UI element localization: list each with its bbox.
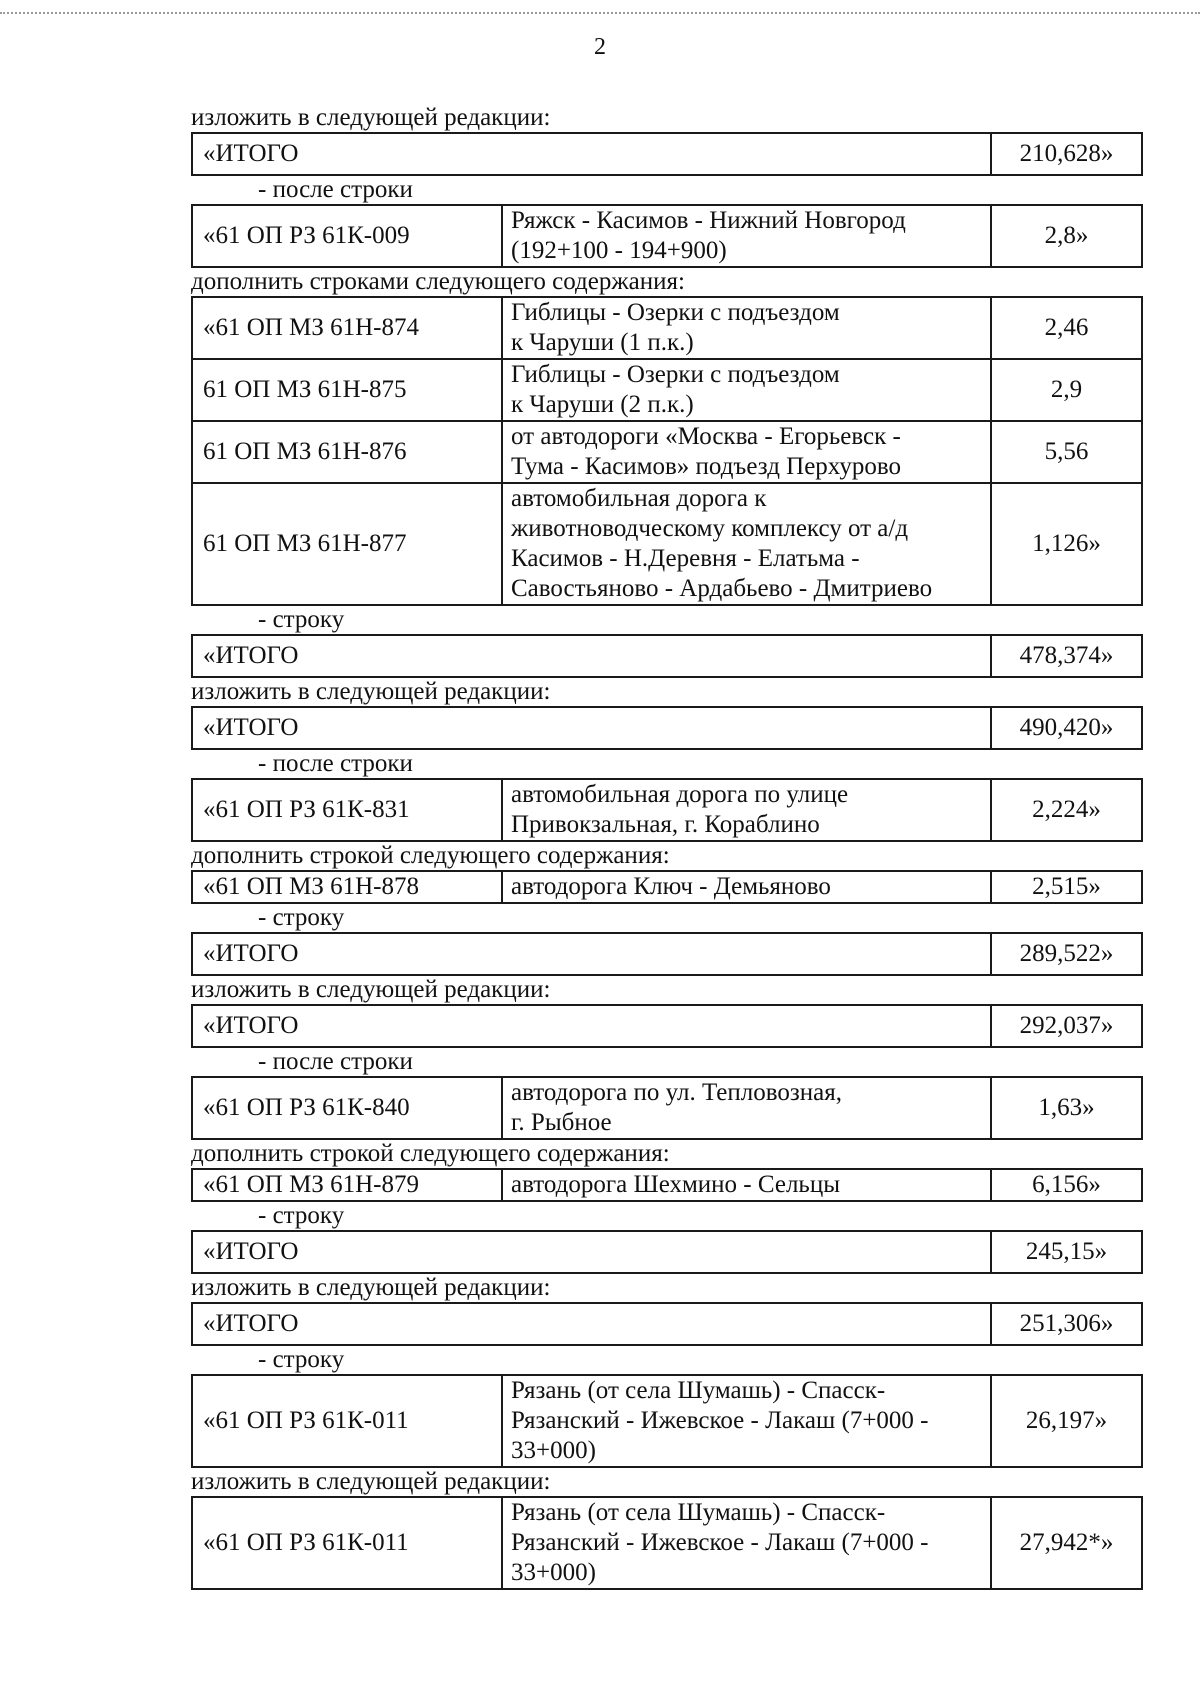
- total-label: «ИТОГО: [192, 933, 991, 975]
- road-name-line: г. Рыбное: [511, 1109, 612, 1136]
- road-code: «61 ОП МЗ 61Н-879: [192, 1169, 502, 1201]
- total-label: «ИТОГО: [192, 1303, 991, 1345]
- instruction-text: - после строки: [258, 750, 413, 777]
- road-name-line: Касимов - Н.Деревня - Елатьма -: [511, 545, 860, 572]
- total-value: 210,628»: [991, 133, 1142, 175]
- instruction-text: изложить в следующей редакции:: [191, 678, 551, 705]
- road-table: [191, 870, 1143, 904]
- instruction-text: дополнить строкой следующего содержания:: [191, 1140, 670, 1167]
- road-code: «61 ОП РЗ 61К-011: [192, 1497, 502, 1589]
- table-row: [192, 421, 1142, 483]
- table-row: [192, 779, 1142, 841]
- table-row: [192, 1077, 1142, 1139]
- road-name-line: Тума - Касимов» подъезд Перхурово: [511, 453, 901, 480]
- road-table: [191, 1076, 1143, 1140]
- road-name-line: автодорога Ключ - Демьяново: [511, 873, 831, 900]
- total-table: [191, 634, 1143, 678]
- road-code: «61 ОП РЗ 61К-831: [192, 779, 502, 841]
- road-code: «61 ОП РЗ 61К-011: [192, 1375, 502, 1467]
- table-row: [192, 1169, 1142, 1201]
- total-row: [192, 133, 1142, 175]
- total-value: 478,374»: [991, 635, 1142, 677]
- road-name: [502, 1375, 991, 1467]
- table-row: [192, 1375, 1142, 1467]
- total-row: [192, 635, 1142, 677]
- road-name: [502, 871, 991, 903]
- road-length: 2,224»: [991, 779, 1142, 841]
- total-table: [191, 706, 1143, 750]
- road-name-line: Ряжск - Касимов - Нижний Новгород: [511, 207, 906, 234]
- road-table: [191, 778, 1143, 842]
- scan-artifact-line: [0, 12, 1200, 14]
- table-row: [192, 871, 1142, 903]
- instruction-text: дополнить строками следующего содержания:: [191, 268, 685, 295]
- total-row: [192, 707, 1142, 749]
- road-name: [502, 1077, 991, 1139]
- road-table: [191, 1168, 1143, 1202]
- road-name-line: Рязанский - Ижевское - Лакаш (7+000 -: [511, 1529, 929, 1556]
- total-label: «ИТОГО: [192, 635, 991, 677]
- road-name-line: Рязань (от села Шумашь) - Спасск-: [511, 1499, 886, 1526]
- total-value: 289,522»: [991, 933, 1142, 975]
- instruction-text: изложить в следующей редакции:: [191, 976, 551, 1003]
- total-row: [192, 933, 1142, 975]
- total-table: [191, 132, 1143, 176]
- road-code: «61 ОП МЗ 61Н-874: [192, 297, 502, 359]
- total-table: [191, 1302, 1143, 1346]
- road-table: [191, 1496, 1143, 1590]
- road-name-line: автомобильная дорога к: [511, 485, 767, 512]
- total-value: 251,306»: [991, 1303, 1142, 1345]
- table-row: [192, 1497, 1142, 1589]
- total-row: [192, 1231, 1142, 1273]
- road-code: 61 ОП МЗ 61Н-877: [192, 483, 502, 605]
- road-name-line: (192+100 - 194+900): [511, 237, 727, 264]
- road-table: [191, 204, 1143, 268]
- road-name: [502, 297, 991, 359]
- road-name: [502, 779, 991, 841]
- instruction-text: изложить в следующей редакции:: [191, 1468, 551, 1495]
- road-table: [191, 1374, 1143, 1468]
- instruction-text: - строку: [258, 1346, 345, 1373]
- road-name-line: Гиблицы - Озерки с подъездом: [511, 361, 840, 388]
- instruction-text: - строку: [258, 904, 345, 931]
- total-row: [192, 1303, 1142, 1345]
- total-value: 490,420»: [991, 707, 1142, 749]
- total-row: [192, 1005, 1142, 1047]
- total-label: «ИТОГО: [192, 133, 991, 175]
- road-name-line: Гиблицы - Озерки с подъездом: [511, 299, 840, 326]
- total-table: [191, 1004, 1143, 1048]
- instruction-text: - строку: [258, 1202, 345, 1229]
- road-name: [502, 205, 991, 267]
- road-name: [502, 359, 991, 421]
- road-length: 26,197»: [991, 1375, 1142, 1467]
- table-row: [192, 359, 1142, 421]
- page-number: 2: [594, 34, 606, 60]
- instruction-text: изложить в следующей редакции:: [191, 1274, 551, 1301]
- road-code: «61 ОП РЗ 61К-840: [192, 1077, 502, 1139]
- road-code: «61 ОП РЗ 61К-009: [192, 205, 502, 267]
- total-label: «ИТОГО: [192, 1231, 991, 1273]
- road-length: 27,942*»: [991, 1497, 1142, 1589]
- road-name-line: от автодороги «Москва - Егорьевск -: [511, 423, 901, 450]
- road-name: [502, 1497, 991, 1589]
- total-label: «ИТОГО: [192, 707, 991, 749]
- road-name-line: автодорога Шехмино - Сельцы: [511, 1171, 840, 1198]
- total-table: [191, 1230, 1143, 1274]
- road-name: [502, 1169, 991, 1201]
- road-length: 1,63»: [991, 1077, 1142, 1139]
- table-row: [192, 205, 1142, 267]
- road-length: 1,126»: [991, 483, 1142, 605]
- document-body: [191, 104, 1143, 1590]
- road-length: 2,9: [991, 359, 1142, 421]
- road-length: 2,46: [991, 297, 1142, 359]
- road-code: «61 ОП МЗ 61Н-878: [192, 871, 502, 903]
- table-row: [192, 297, 1142, 359]
- road-name-line: к Чаруши (1 п.к.): [511, 329, 694, 356]
- road-name: [502, 483, 991, 605]
- road-name-line: автодорога по ул. Тепловозная,: [511, 1079, 842, 1106]
- total-value: 292,037»: [991, 1005, 1142, 1047]
- road-length: 2,8»: [991, 205, 1142, 267]
- total-value: 245,15»: [991, 1231, 1142, 1273]
- instruction-text: дополнить строкой следующего содержания:: [191, 842, 670, 869]
- road-name-line: автомобильная дорога по улице: [511, 781, 849, 808]
- road-name-line: Привокзальная, г. Кораблино: [511, 811, 820, 838]
- road-name-line: 33+000): [511, 1437, 596, 1464]
- road-name-line: Рязань (от села Шумашь) - Спасск-: [511, 1377, 886, 1404]
- road-name-line: животноводческому комплексу от а/д: [511, 515, 909, 542]
- instruction-text: - после строки: [258, 1048, 413, 1075]
- instruction-text: - строку: [258, 606, 345, 633]
- table-row: [192, 483, 1142, 605]
- instruction-text: - после строки: [258, 176, 413, 203]
- road-name-line: Рязанский - Ижевское - Лакаш (7+000 -: [511, 1407, 929, 1434]
- road-length: 6,156»: [991, 1169, 1142, 1201]
- road-name: [502, 421, 991, 483]
- road-code: 61 ОП МЗ 61Н-876: [192, 421, 502, 483]
- road-table: [191, 296, 1143, 606]
- road-length: 5,56: [991, 421, 1142, 483]
- total-table: [191, 932, 1143, 976]
- instruction-text: изложить в следующей редакции:: [191, 104, 551, 131]
- total-label: «ИТОГО: [192, 1005, 991, 1047]
- road-length: 2,515»: [991, 871, 1142, 903]
- road-code: 61 ОП МЗ 61Н-875: [192, 359, 502, 421]
- road-name-line: к Чаруши (2 п.к.): [511, 391, 694, 418]
- road-name-line: Савостьяново - Ардабьево - Дмитриево: [511, 575, 933, 602]
- road-name-line: 33+000): [511, 1559, 596, 1586]
